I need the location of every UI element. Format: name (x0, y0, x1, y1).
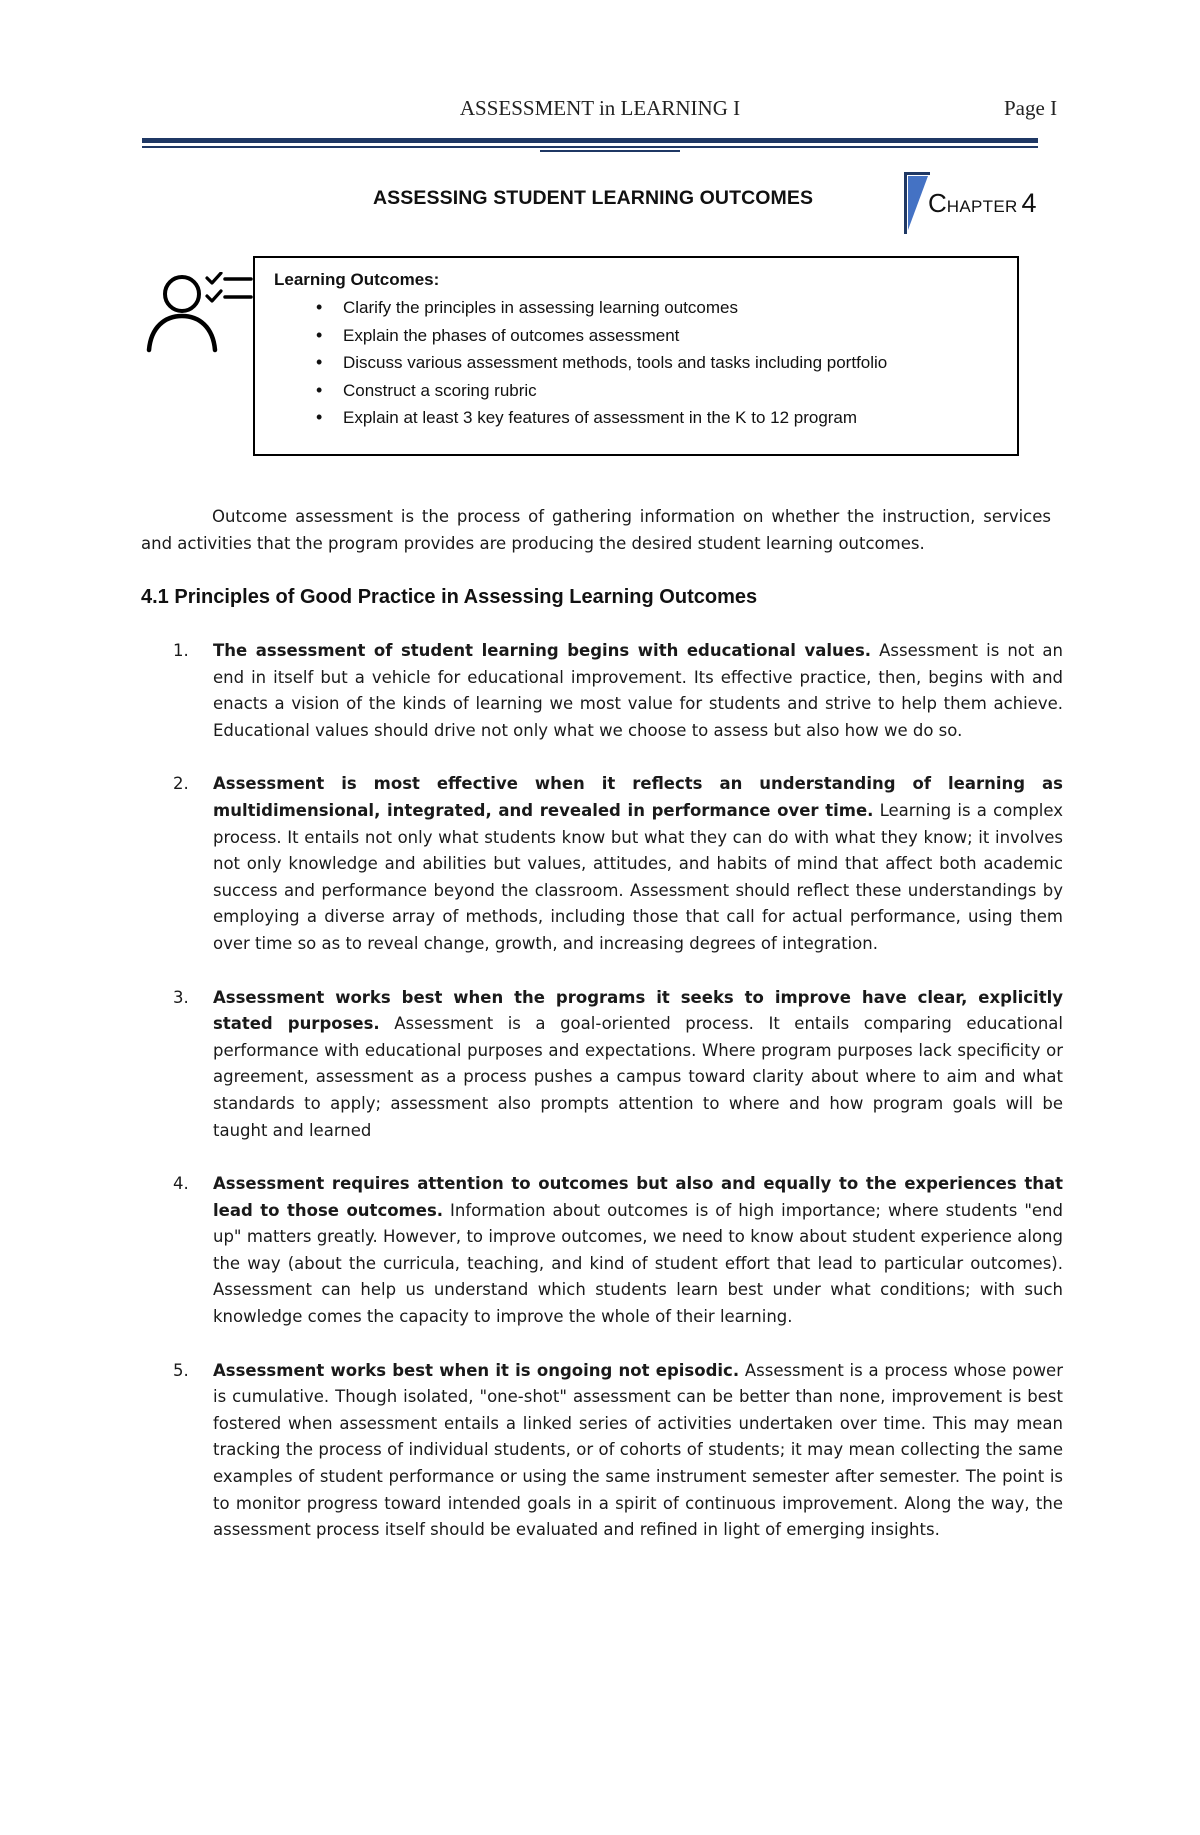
running-header-title: ASSESSMENT in LEARNING I (459, 96, 741, 120)
principle-item (141, 638, 1063, 744)
principle-item (141, 1358, 1063, 1544)
principle-number: 3. (173, 987, 189, 1007)
header-rule-thin (142, 146, 1038, 148)
principle-item (141, 771, 1063, 957)
chapter-badge-number: 4 (1021, 188, 1037, 218)
learning-outcomes-list (269, 294, 1003, 432)
learning-outcome-item: • Explain at least 3 key features of assessment in the K to 12 program (269, 404, 1003, 432)
principles-list (141, 638, 1063, 1544)
principle-body: Assessment is not an end in itself but a vehicle for educational improvement. Its effective practice, then, begins with and enacts a vision of the kinds of learning we most value for students and strive to help them achieve. Educational values should drive not only what we choose to assess but also how we do so. (213, 641, 1063, 740)
principle-number: 4. (173, 1174, 189, 1194)
principle-body: Assessment is a goal-oriented process. It entails comparing educational performance with educational purposes and expectations. Where program purposes lack specificity or agreement, assessment as a process pushes a campus toward clarity about where to aim and what standards to apply; assessment also prompts attention to where and how program goals will be taught and learned (213, 1014, 1063, 1140)
principle-lead: Assessment requires attention to outcomes but also and equally to the experiences that lead to those outcomes. (213, 1174, 1063, 1220)
principle-lead: Assessment works best when it is ongoing not episodic. (213, 1360, 740, 1380)
learning-outcome-item: • Construct a scoring rubric (269, 377, 1003, 405)
learning-outcome-item: • Clarify the principles in assessing learning outcomes (269, 294, 1003, 322)
learner-checklist-icon (143, 272, 258, 357)
header-rule-accent (540, 150, 680, 152)
learning-outcomes-box (253, 256, 1019, 456)
principle-number: 5. (173, 1360, 189, 1380)
chapter-badge-word: HAPTER (946, 197, 1018, 216)
chapter-title: ASSESSING STUDENT LEARNING OUTCOMES (373, 187, 814, 209)
chapter-badge-initial: C (928, 188, 947, 218)
principle-number: 2. (173, 774, 189, 794)
section-heading: 4.1 Principles of Good Practice in Assessing Learning Outcomes (141, 586, 758, 608)
chapter-badge-label (928, 188, 1037, 219)
intro-paragraph: Outcome assessment is the process of gathering information on whether the instruction, services and activities that the program provides are producing the desired student learning outcomes. (141, 507, 1051, 553)
page-number: Page I (1004, 96, 1058, 120)
principle-body: Assessment is a process whose power is cumulative. Though isolated, "one-shot" assessment can be better than none, improvement is best fostered when assessment entails a linked series of activities undertaken over time. This may mean tracking the process of individual students, or of cohorts of students; it may mean collecting the same examples of student performance or using the same instrument semester after semester. The point is to monitor progress toward intended goals in a spirit of continuous improvement. Along the way, the assessment process itself should be evaluated and refined in light of emerging insights. (213, 1360, 1063, 1540)
principle-item (141, 1171, 1063, 1331)
principle-body: Information about outcomes is of high importance; where students "end up" matters greatly. However, to improve outcomes, we need to know about student experience along the way (about the curricula, teaching, and kind of student effort that lead to particular outcomes). Assessment can help us understand which students learn best under what conditions; with such knowledge comes the capacity to improve the whole of their learning. (213, 1200, 1063, 1327)
principle-body: Learning is a complex process. It entails not only what students know but what they can do with what they know; it involves not only knowledge and abilities but values, attitudes, and habits of mind that affect both academic success and performance beyond the classroom. Assessment should reflect these understandings by employing a diverse array of methods, including those that call for actual performance, using them over time so as to reveal change, growth, and increasing degrees of integration. (213, 800, 1063, 953)
learning-outcomes-heading: Learning Outcomes: (274, 270, 440, 289)
principle-number: 1. (173, 641, 189, 660)
principle-item (141, 985, 1063, 1145)
header-rule-thick (142, 138, 1038, 143)
principle-lead: The assessment of student learning begins with educational values. (213, 641, 872, 660)
principle-lead: Assessment is most effective when it reflects an understanding of learning as multidimensional, integrated, and revealed in performance over time. (213, 774, 1063, 820)
learning-outcome-item: • Explain the phases of outcomes assessment (269, 322, 1003, 350)
principle-lead: Assessment works best when the programs it seeks to improve have clear, explicitly stated purposes. (213, 987, 1063, 1034)
learning-outcome-item: • Discuss various assessment methods, tools and tasks including portfolio (269, 349, 1003, 377)
